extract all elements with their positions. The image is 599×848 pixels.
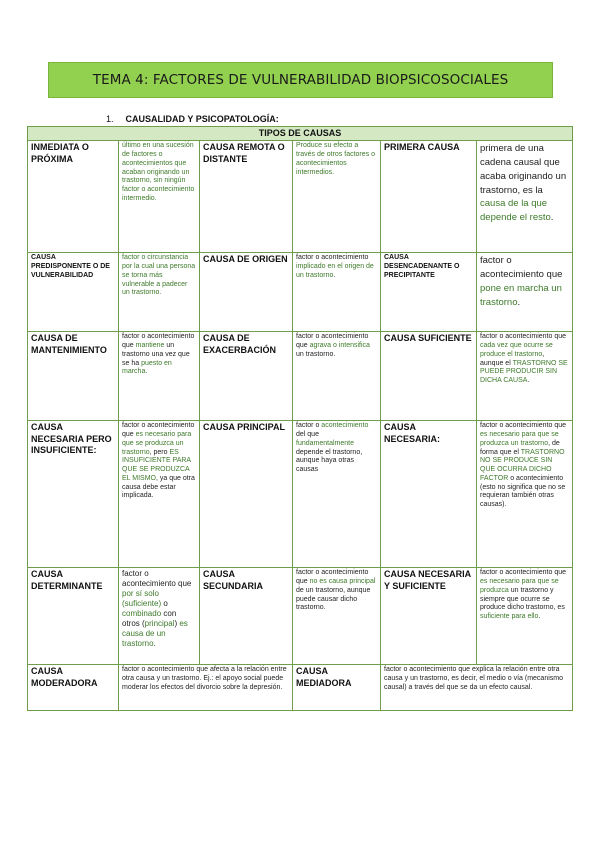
- cause-description: factor o acontecimiento que es necesario para que se produzca un trastorno y siempre que ocurre se produce dicho trastorno, es suficiente para ello.: [477, 568, 573, 665]
- table-row: [28, 332, 573, 421]
- topic-title-banner: [48, 62, 553, 98]
- cause-label: CAUSA MODERADORA: [28, 665, 119, 711]
- cause-description: último en una sucesión de factores o acontecimientos que acaban originando un trastorno, sin ningún factor o acontecimiento intermedio.: [119, 141, 200, 253]
- cause-description: factor o acontecimiento que afecta a la relación entre otra causa y un trastorno. Ej.: el apoyo social puede moderar los efectos del divorcio sobre la depresión.: [119, 665, 293, 711]
- cause-description: factor o acontecimiento que explica la relación entre otra causa y un trastorno, es decir, el medio o vía (mecanismo causal) a través del que se da un efecto causal.: [381, 665, 573, 711]
- cause-label: CAUSA NECESARIA PERO INSUFICIENTE:: [28, 421, 119, 568]
- cause-description: factor o circunstancia por la cual una persona se torna más vulnerable a padecer un trastorno.: [119, 253, 200, 332]
- section-heading: [106, 114, 279, 124]
- cause-label: CAUSA DE ORIGEN: [200, 253, 293, 332]
- cause-description: factor o acontecimiento que no es causa principal de un trastorno, aunque puede causar dicho trastorno.: [293, 568, 381, 665]
- topic-title: TEMA 4: FACTORES DE VULNERABILIDAD BIOPSICOSOCIALES: [92, 72, 509, 88]
- table-row: [28, 253, 573, 332]
- cause-label: CAUSA DETERMINANTE: [28, 568, 119, 665]
- cause-label: INMEDIATA O PRÓXIMA: [28, 141, 119, 253]
- cause-description: factor o acontecimiento que pone en marcha un trastorno.: [477, 253, 573, 332]
- cause-description: Produce su efecto a través de otros factores o acontecimientos intermedios.: [293, 141, 381, 253]
- cause-description: primera de una cadena causal que acaba originando un trastorno, es la causa de la que depende el resto.: [477, 141, 573, 253]
- table-row: [28, 141, 573, 253]
- cause-description: factor o acontecimiento que mantiene un trastorno una vez que se ha puesto en marcha.: [119, 332, 200, 421]
- cause-label: CAUSA SUFICIENTE: [381, 332, 477, 421]
- table-row: [28, 421, 573, 568]
- cause-label: CAUSA SECUNDARIA: [200, 568, 293, 665]
- cause-label: CAUSA DE EXACERBACIÓN: [200, 332, 293, 421]
- cause-label: CAUSA PRINCIPAL: [200, 421, 293, 568]
- cause-description: factor o acontecimiento que es necesario para que se produzca un trastorno, de forma que el TRASTORNO NO SE PRODUCE SIN QUE OCURRA DICHO FACTOR o acontecimiento (esto no significa que no se requieran también otras causas).: [477, 421, 573, 568]
- table-title: TIPOS DE CAUSAS: [28, 127, 573, 141]
- section-title: CAUSALIDAD Y PSICOPATOLOGÍA:: [125, 114, 279, 124]
- cause-label: CAUSA PREDISPONENTE O DE VULNERABILIDAD: [28, 253, 119, 332]
- cause-label: PRIMERA CAUSA: [381, 141, 477, 253]
- section-number: 1.: [106, 114, 114, 124]
- cause-label: CAUSA DESENCADENANTE O PRECIPITANTE: [381, 253, 477, 332]
- table-row: [28, 568, 573, 665]
- cause-description: factor o acontecimiento implicado en el origen de un trastorno.: [293, 253, 381, 332]
- cause-label: CAUSA NECESARIA:: [381, 421, 477, 568]
- cause-label: CAUSA REMOTA O DISTANTE: [200, 141, 293, 253]
- table-row: [28, 665, 573, 711]
- cause-description: factor o acontecimiento que es necesario para que se produzca un trastorno, pero ES INSUFICIENTE PARA QUE SE PRODUZCA EL MISMO, ya que otra causa debe estar implicada.: [119, 421, 200, 568]
- cause-label: CAUSA NECESARIA Y SUFICIENTE: [381, 568, 477, 665]
- cause-description: factor o acontecimiento que por sí solo (suficiente) o combinado con otros (principal) es causa de un trastorno.: [119, 568, 200, 665]
- cause-label: CAUSA MEDIADORA: [293, 665, 381, 711]
- causes-table: [27, 126, 573, 711]
- table-title-row: [28, 127, 573, 141]
- cause-description: factor o acontecimiento que cada vez que ocurre se produce el trastorno, aunque el TRASTORNO SE PUEDE PRODUCIR SIN DICHA CAUSA.: [477, 332, 573, 421]
- cause-description: factor o acontecimiento del que fundamentalmente depende el trastorno, aunque haya otras causas: [293, 421, 381, 568]
- cause-description: factor o acontecimiento que agrava o intensifica un trastorno.: [293, 332, 381, 421]
- cause-label: CAUSA DE MANTENIMIENTO: [28, 332, 119, 421]
